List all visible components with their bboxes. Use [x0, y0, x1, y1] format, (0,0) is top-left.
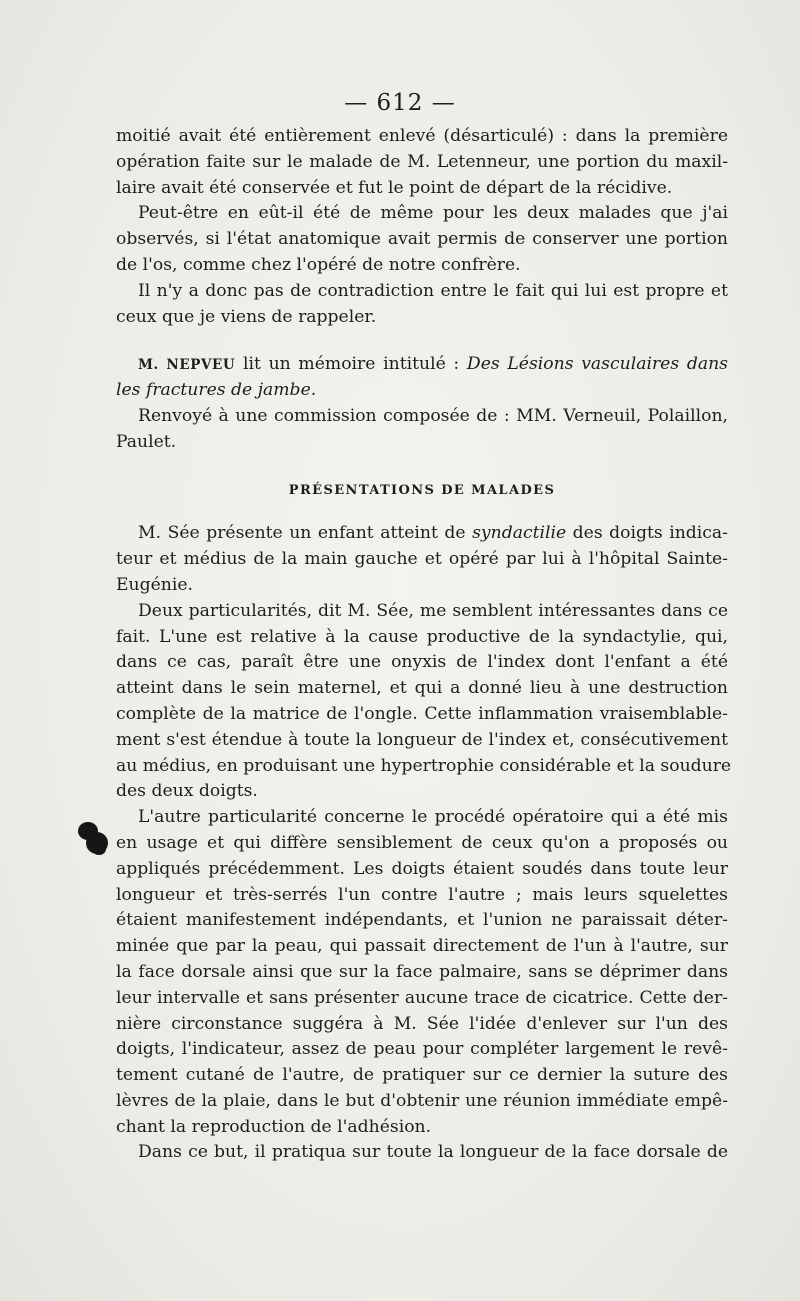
- paragraph-3: [116, 279, 728, 331]
- text-line: Paulet.: [116, 431, 177, 452]
- italic-term: syndactilie: [472, 523, 567, 544]
- memoir-title: Des Lésions vasculaires dans: [466, 354, 728, 375]
- text-line: atteint dans le sein maternel, et qui a donné lieu à une destruction: [116, 678, 728, 699]
- page-number: — 612 —: [344, 90, 456, 116]
- text-line: minée que par la peau, qui passait directement de l'un à l'autre, sur: [116, 936, 728, 957]
- text-line: nière circonstance suggéra à M. Sée l'idée d'enlever sur l'un des: [116, 1013, 728, 1034]
- memoir-title-continued: les fractures de jambe.: [116, 380, 317, 401]
- speaker-name: M. NEPVEU: [138, 357, 236, 374]
- text-line: étaient manifestement indépendants, et l'union ne paraissait déter-: [116, 910, 728, 931]
- text-line: la face dorsale ainsi que sur la face palmaire, sans se déprimer dans: [116, 961, 728, 982]
- paragraph-6: [116, 521, 728, 598]
- text-line: Deux particularités, dit M. Sée, me semblent intéressantes dans ce: [138, 600, 728, 621]
- text-line: teur et médius de la main gauche et opéré par lui à l'hôpital Sainte-: [116, 549, 728, 570]
- text-line: tement cutané de l'autre, de pratiquer sur ce dernier la suture des: [116, 1065, 728, 1086]
- text-line: de l'os, comme chez l'opéré de notre confrère.: [116, 254, 521, 275]
- text-line: moitié avait été entièrement enlevé (désarticulé) : dans la première: [116, 126, 728, 146]
- text-line: [116, 521, 728, 547]
- text-run: lit un mémoire intitulé :: [235, 354, 467, 375]
- paragraph-5: [116, 404, 728, 456]
- text-line: ceux que je viens de rappeler.: [116, 306, 377, 327]
- text-run: M. Sée présente un enfant atteint de: [138, 523, 473, 544]
- text-line: [116, 352, 728, 378]
- text-line: doigts, l'indicateur, assez de peau pour compléter largement le revê-: [116, 1039, 728, 1060]
- text-line: ment s'est étendue à toute la longueur de l'index et, consécutivement: [116, 729, 728, 750]
- paragraph-2: [116, 201, 728, 278]
- text-line: au médius, en produisant une hypertrophie considérable et la soudure: [116, 755, 732, 776]
- text-line: lèvres de la plaie, dans le but d'obtenir une réunion immédiate empê-: [116, 1090, 728, 1111]
- text-line: Peut-être en eût-il été de même pour les deux malades que j'ai: [138, 203, 728, 224]
- paragraph-8: [116, 805, 728, 1140]
- text-line: opération faite sur le malade de M. Letenneur, une portion du maxil-: [116, 151, 728, 172]
- text-line: Dans ce but, il pratiqua sur toute la longueur de la face dorsale de: [138, 1142, 728, 1163]
- text-line: dans ce cas, paraît être une onyxis de l'index dont l'enfant a été: [116, 652, 728, 673]
- text-line: Renvoyé à une commission composée de : MM. Verneuil, Polaillon,: [138, 405, 728, 426]
- text-line: complète de la matrice de l'ongle. Cette inflammation vraisemblable-: [116, 703, 728, 724]
- text-line: en usage et qui diffère sensiblement de ceux qu'on a proposés ou: [116, 832, 728, 853]
- paragraph-nepveu: [116, 352, 728, 404]
- text-line: chant la reproduction de l'adhésion.: [116, 1116, 432, 1137]
- text-line: des deux doigts.: [116, 781, 258, 802]
- body-text: [116, 124, 732, 1166]
- paragraph-9: [116, 1140, 728, 1166]
- paragraph-7: [116, 599, 732, 805]
- text-line: Eugénie.: [116, 574, 193, 595]
- text-line: fait. L'une est relative à la cause productive de la syndactylie, qui,: [116, 626, 728, 647]
- text-line: longueur et très-serrés l'un contre l'autre ; mais leurs squelettes: [116, 884, 728, 905]
- text-line: leur intervalle et sans présenter aucune trace de cicatrice. Cette der-: [116, 987, 728, 1008]
- paragraph-1: [116, 124, 728, 201]
- text-line: L'autre particularité concerne le procédé opératoire qui a été mis: [138, 807, 728, 828]
- text-line: Il n'y a donc pas de contradiction entre le fait qui lui est propre et: [138, 280, 728, 301]
- text-line: appliqués précédemment. Les doigts étaient soudés dans toute leur: [116, 858, 728, 879]
- section-title: PRÉSENTATIONS DE MALADES: [288, 482, 556, 498]
- text-line: observés, si l'état anatomique avait permis de conserver une portion: [116, 229, 728, 250]
- text-line: laire avait été conservée et fut le point de départ de la récidive.: [116, 177, 673, 198]
- text-run: des doigts indica-: [566, 523, 728, 544]
